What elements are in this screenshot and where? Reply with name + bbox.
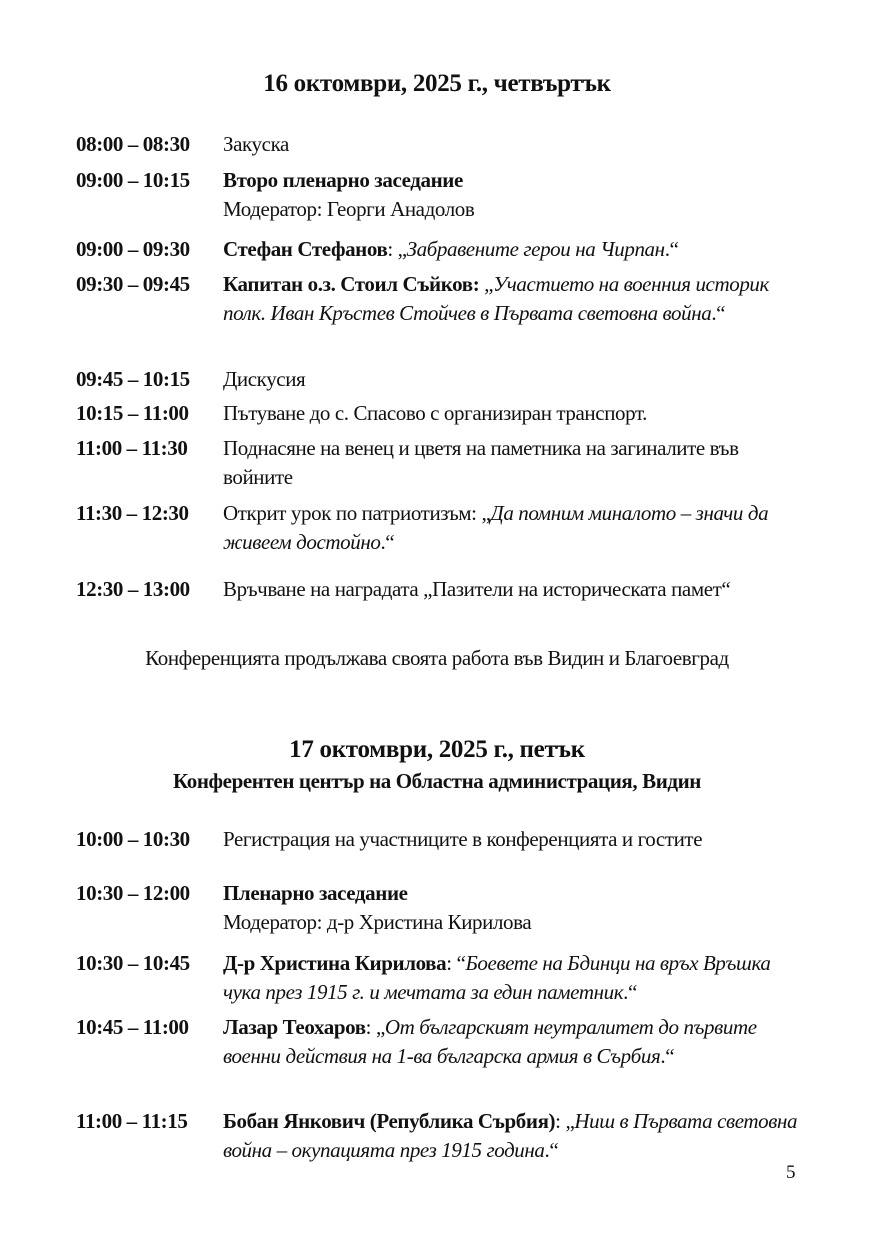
session-heading: Пленарно заседание [223,881,408,905]
talk-title: Да помним миналото – значи да живеем достойно [223,501,769,554]
quote-open: : „ [555,1109,575,1133]
talk-title: Ниш в Първата световна война – окупацията през 1915 година [223,1109,798,1162]
item-text: Регистрация на участниците в конференцията и гостите [223,827,703,851]
talk-entry [223,270,803,328]
continuation-note: Конференцията продължава своята работа във Видин и Благоевград [145,646,729,670]
time-slot: 10:00 – 10:30 [76,827,190,851]
session-heading: Второ пленарно заседание [223,168,463,192]
day2-venue: Конферентен център на Областна администрация, Видин [172,769,702,793]
talk-title: Забравените герои на Чирпан [406,237,665,261]
quote-close: .“ [380,530,395,554]
quote-close: .“ [711,301,726,325]
quote-close: .“ [623,980,637,1004]
talk-entry [223,235,803,264]
talk-title: Участието на военния историк полк. Иван Кръстев Стойчев в Първата световна война [223,272,769,325]
talk-entry [223,949,803,1007]
lesson-lead: Открит урок по патриотизъм: „ [223,501,491,525]
item-text: Закуска [223,132,289,156]
speaker-name: Д-р Христина Кирилова [223,951,447,975]
quote-open: : „ [387,237,407,261]
quote-open: : „ [365,1015,385,1039]
time-slot: 10:30 – 12:00 [76,881,190,905]
time-slot: 10:45 – 11:00 [76,1015,189,1039]
moderator-line: Модератор: д-р Христина Кирилова [223,910,532,934]
day2-title: 17 октомври, 2025 г., петък [289,736,585,763]
moderator-line: Модератор: Георги Анадолов [223,197,475,221]
item-text: Връчване на наградата „Пазители на историческата памет“ [223,577,731,601]
quote-close: .“ [664,237,679,261]
quote-close: .“ [660,1044,675,1068]
session-block [223,879,803,937]
speaker-name: Лазар Теохаров [223,1015,366,1039]
time-slot: 08:00 – 08:30 [76,132,190,156]
item-text: Поднасяне на венец и цветя на паметника на загиналите във войните [223,436,739,489]
talk-title: Боевете на Бдинци на връх Връшка чука през 1915 г. и мечтата за един паметник [223,951,771,1004]
speaker-name: Капитан о.з. Стоил Съйков: [223,272,480,296]
time-slot: 09:45 – 10:15 [76,367,190,391]
time-slot: 12:30 – 13:00 [76,577,190,601]
time-slot: 09:30 – 09:45 [76,272,190,296]
time-slot: 11:00 – 11:15 [76,1109,188,1133]
day1-title: 16 октомври, 2025 г., четвъртък [263,70,611,97]
time-slot: 09:00 – 10:15 [76,168,190,192]
item-text: Дискусия [223,367,306,391]
talk-entry [223,1107,803,1165]
time-slot: 10:15 – 11:00 [76,401,189,425]
quote-close: .“ [544,1138,559,1162]
item-text: Пътуване до с. Спасово с организиран транспорт. [223,401,648,425]
speaker-name: Стефан Стефанов [223,237,388,261]
speaker-name: Бобан Янкович (Република Сърбия) [223,1109,556,1133]
talk-entry [223,1013,803,1071]
page-number: 5 [786,1162,796,1183]
time-slot: 09:00 – 09:30 [76,237,190,261]
time-slot: 11:30 – 12:30 [76,501,189,525]
quote-open: „ [479,272,494,296]
session-block [223,166,803,224]
quote-open: : “ [446,951,466,975]
talk-entry [223,499,803,557]
time-slot: 11:00 – 11:30 [76,436,188,460]
talk-title: От българският неутралитет до първите военни действия на 1-ва българска армия в Сърбия [223,1015,757,1068]
time-slot: 10:30 – 10:45 [76,951,190,975]
